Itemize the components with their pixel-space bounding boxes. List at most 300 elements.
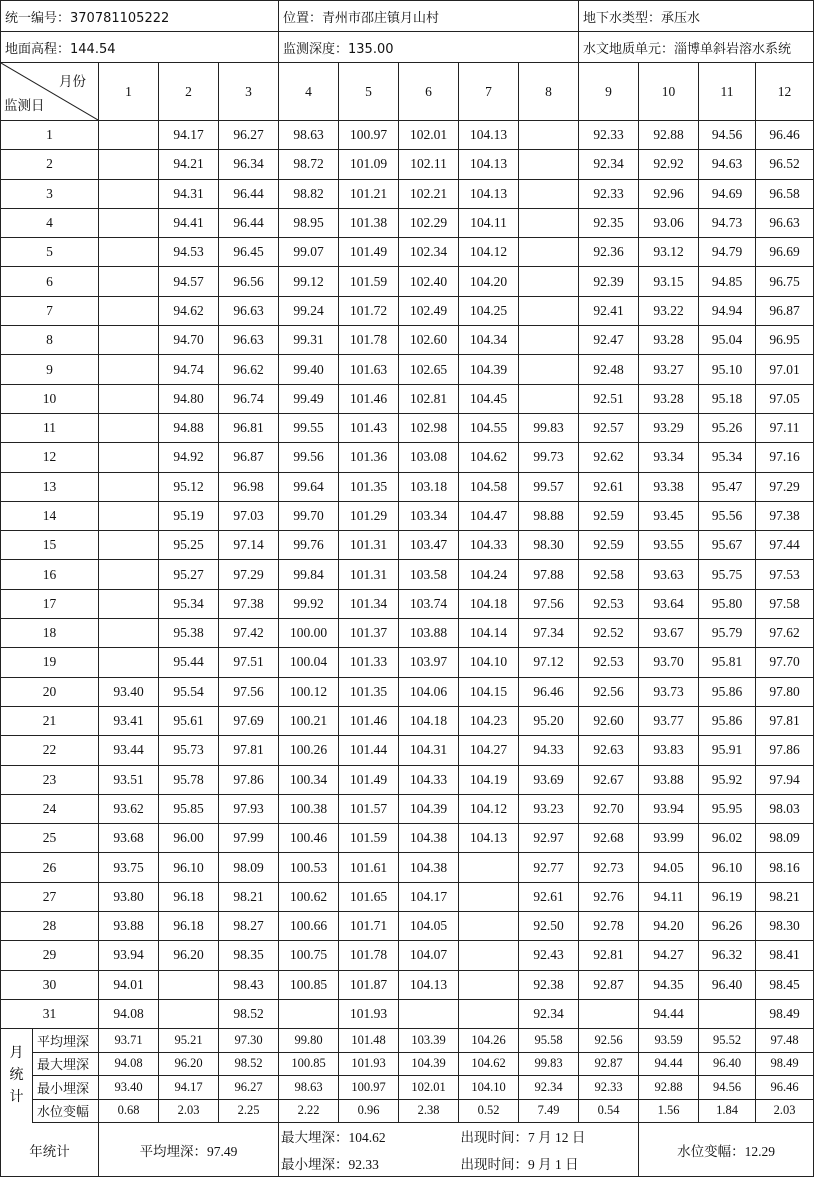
- depth-value-cell: [99, 648, 159, 677]
- monthly-stat-row: [1, 1099, 814, 1123]
- depth-value-cell: 97.42: [219, 619, 279, 648]
- depth-value-cell: 99.57: [519, 472, 579, 501]
- depth-value-cell: 99.49: [279, 384, 339, 413]
- monthly-stat-value: 96.46: [756, 1076, 814, 1100]
- depth-value-cell: 99.40: [279, 355, 339, 384]
- depth-value-cell: 95.85: [159, 794, 219, 823]
- depth-value-cell: 104.17: [399, 882, 459, 911]
- depth-value-cell: 99.84: [279, 560, 339, 589]
- table-row: [1, 794, 814, 823]
- depth-value-cell: 100.62: [279, 882, 339, 911]
- depth-value-cell: 104.12: [459, 794, 519, 823]
- depth-value-cell: 101.46: [339, 706, 399, 735]
- table-row: [1, 150, 814, 179]
- month-header: 12: [756, 63, 814, 121]
- depth-value-cell: 93.06: [639, 208, 699, 237]
- depth-value-cell: 98.35: [219, 941, 279, 970]
- depth-value-cell: [459, 970, 519, 999]
- monthly-stat-value: 99.80: [279, 1029, 339, 1053]
- depth-value-cell: [159, 970, 219, 999]
- depth-value-cell: 92.59: [579, 531, 639, 560]
- monthly-stat-value: 95.52: [699, 1029, 756, 1053]
- depth-value-cell: 101.93: [339, 999, 399, 1028]
- depth-value-cell: 95.34: [699, 443, 756, 472]
- annual-extreme-dates: [459, 1123, 639, 1177]
- day-label: 26: [1, 853, 99, 882]
- monthly-stat-value: 0.68: [99, 1099, 159, 1123]
- depth-value-cell: 100.26: [279, 736, 339, 765]
- depth-value-cell: 104.31: [399, 736, 459, 765]
- table-row: [1, 999, 814, 1028]
- depth-value-cell: 98.95: [279, 208, 339, 237]
- table-row: [1, 589, 814, 618]
- depth-value-cell: 96.74: [219, 384, 279, 413]
- depth-value-cell: [459, 912, 519, 941]
- depth-value-cell: 101.59: [339, 267, 399, 296]
- depth-value-cell: 94.27: [639, 941, 699, 970]
- depth-value-cell: 96.19: [699, 882, 756, 911]
- depth-value-cell: 104.38: [399, 824, 459, 853]
- depth-value-cell: 93.41: [99, 706, 159, 735]
- monthly-stat-value: 0.54: [579, 1099, 639, 1123]
- table-row: [1, 121, 814, 150]
- depth-value-cell: 95.25: [159, 531, 219, 560]
- depth-value-cell: 97.44: [756, 531, 814, 560]
- monthly-stat-value: 2.03: [756, 1099, 814, 1123]
- depth-value-cell: 96.69: [756, 238, 814, 267]
- annual-extreme-depths: [279, 1123, 459, 1177]
- depth-value-cell: 98.30: [519, 531, 579, 560]
- depth-value-cell: 102.21: [399, 179, 459, 208]
- depth-value-cell: [99, 326, 159, 355]
- depth-value-cell: 96.10: [159, 853, 219, 882]
- depth-value-cell: 104.13: [459, 150, 519, 179]
- depth-value-cell: 92.34: [519, 999, 579, 1028]
- depth-value-cell: 98.41: [756, 941, 814, 970]
- depth-value-cell: 99.31: [279, 326, 339, 355]
- table-row: [1, 296, 814, 325]
- station-location: 位置：青州市邵庄镇月山村: [279, 1, 579, 32]
- depth-value-cell: 102.34: [399, 238, 459, 267]
- depth-value-cell: 92.68: [579, 824, 639, 853]
- depth-value-cell: 101.63: [339, 355, 399, 384]
- month-header: 5: [339, 63, 399, 121]
- depth-value-cell: 94.05: [639, 853, 699, 882]
- depth-value-cell: 92.76: [579, 882, 639, 911]
- depth-value-cell: 92.96: [639, 179, 699, 208]
- depth-value-cell: 92.47: [579, 326, 639, 355]
- annual-stats-row: [1, 1123, 814, 1177]
- depth-value-cell: 94.80: [159, 384, 219, 413]
- depth-value-cell: 93.62: [99, 794, 159, 823]
- monthly-stat-value: 0.52: [459, 1099, 519, 1123]
- monthly-stat-value: 2.03: [159, 1099, 219, 1123]
- day-label: 22: [1, 736, 99, 765]
- depth-value-cell: 95.91: [699, 736, 756, 765]
- depth-value-cell: 95.67: [699, 531, 756, 560]
- depth-value-cell: 92.57: [579, 413, 639, 442]
- depth-value-cell: 96.34: [219, 150, 279, 179]
- depth-value-cell: 104.14: [459, 619, 519, 648]
- day-label: 9: [1, 355, 99, 384]
- depth-value-cell: 97.69: [219, 706, 279, 735]
- monthly-stat-value: 1.56: [639, 1099, 699, 1123]
- depth-value-cell: 104.13: [459, 121, 519, 150]
- depth-value-cell: 97.86: [219, 765, 279, 794]
- depth-value-cell: [519, 238, 579, 267]
- depth-value-cell: 101.29: [339, 501, 399, 530]
- table-row: [1, 882, 814, 911]
- depth-value-cell: [519, 267, 579, 296]
- depth-value-cell: [99, 238, 159, 267]
- depth-value-cell: 93.34: [639, 443, 699, 472]
- depth-value-cell: 101.31: [339, 531, 399, 560]
- day-label: 25: [1, 824, 99, 853]
- day-label: 11: [1, 413, 99, 442]
- depth-value-cell: 94.62: [159, 296, 219, 325]
- depth-value-cell: 99.70: [279, 501, 339, 530]
- depth-value-cell: 96.58: [756, 179, 814, 208]
- day-label: 19: [1, 648, 99, 677]
- depth-value-cell: 102.60: [399, 326, 459, 355]
- day-label: 8: [1, 326, 99, 355]
- depth-value-cell: 96.44: [219, 208, 279, 237]
- depth-value-cell: 94.41: [159, 208, 219, 237]
- annual-water-level-range: 水位变幅：12.29: [639, 1123, 814, 1177]
- table-row: [1, 765, 814, 794]
- monthly-stat-value: 102.01: [399, 1076, 459, 1100]
- table-row: [1, 941, 814, 970]
- depth-value-cell: 102.98: [399, 413, 459, 442]
- depth-value-cell: 96.18: [159, 912, 219, 941]
- table-row: [1, 501, 814, 530]
- depth-value-cell: 94.08: [99, 999, 159, 1028]
- depth-value-cell: 92.61: [579, 472, 639, 501]
- depth-value-cell: 98.09: [756, 824, 814, 853]
- depth-value-cell: 97.51: [219, 648, 279, 677]
- monthly-stat-value: 100.97: [339, 1076, 399, 1100]
- depth-value-cell: 94.44: [639, 999, 699, 1028]
- depth-value-cell: 101.49: [339, 238, 399, 267]
- depth-value-cell: 98.88: [519, 501, 579, 530]
- depth-value-cell: 104.55: [459, 413, 519, 442]
- depth-value-cell: 93.69: [519, 765, 579, 794]
- depth-value-cell: 97.86: [756, 736, 814, 765]
- depth-value-cell: 101.61: [339, 853, 399, 882]
- depth-value-cell: [99, 208, 159, 237]
- depth-value-cell: 92.34: [579, 150, 639, 179]
- depth-value-cell: 104.11: [459, 208, 519, 237]
- depth-value-cell: 104.15: [459, 677, 519, 706]
- depth-value-cell: [579, 999, 639, 1028]
- depth-value-cell: 92.39: [579, 267, 639, 296]
- depth-value-cell: 101.38: [339, 208, 399, 237]
- depth-value-cell: 97.11: [756, 413, 814, 442]
- depth-value-cell: 101.49: [339, 765, 399, 794]
- depth-value-cell: 96.81: [219, 413, 279, 442]
- depth-value-cell: 99.12: [279, 267, 339, 296]
- month-header: 9: [579, 63, 639, 121]
- depth-value-cell: 95.75: [699, 560, 756, 589]
- annual-min-depth: 最小埋深：92.33: [281, 1157, 379, 1173]
- depth-value-cell: 98.82: [279, 179, 339, 208]
- monthly-stat-label: 最小埋深: [37, 1080, 90, 1096]
- table-row: [1, 619, 814, 648]
- depth-value-cell: 93.38: [639, 472, 699, 501]
- depth-value-cell: 92.67: [579, 765, 639, 794]
- depth-value-cell: [519, 121, 579, 150]
- depth-value-cell: 97.34: [519, 619, 579, 648]
- depth-value-cell: 95.61: [159, 706, 219, 735]
- table-row: [1, 531, 814, 560]
- monthly-stat-value: 1.84: [699, 1099, 756, 1123]
- depth-value-cell: [99, 560, 159, 589]
- monthly-stat-value: 92.56: [579, 1029, 639, 1053]
- depth-value-cell: 94.74: [159, 355, 219, 384]
- depth-value-cell: 99.07: [279, 238, 339, 267]
- monthly-stat-value: 104.10: [459, 1076, 519, 1100]
- monthly-stat-value: 97.48: [756, 1029, 814, 1053]
- monthly-stat-value: 103.39: [399, 1029, 459, 1053]
- depth-value-cell: 94.85: [699, 267, 756, 296]
- depth-value-cell: 95.95: [699, 794, 756, 823]
- depth-value-cell: 93.29: [639, 413, 699, 442]
- depth-value-cell: 102.01: [399, 121, 459, 150]
- table-row: [1, 384, 814, 413]
- depth-value-cell: 97.29: [756, 472, 814, 501]
- depth-value-cell: 92.60: [579, 706, 639, 735]
- depth-value-cell: 94.79: [699, 238, 756, 267]
- depth-value-cell: 95.20: [519, 706, 579, 735]
- depth-value-cell: 104.18: [399, 706, 459, 735]
- monthly-stat-value: 92.88: [639, 1076, 699, 1100]
- depth-value-cell: [99, 267, 159, 296]
- depth-value-cell: [519, 355, 579, 384]
- depth-value-cell: 104.12: [459, 238, 519, 267]
- depth-value-cell: [399, 999, 459, 1028]
- depth-value-cell: 92.78: [579, 912, 639, 941]
- day-label: 20: [1, 677, 99, 706]
- depth-value-cell: 101.21: [339, 179, 399, 208]
- monthly-stat-row: [1, 1076, 814, 1100]
- depth-value-cell: 94.69: [699, 179, 756, 208]
- depth-value-cell: 97.53: [756, 560, 814, 589]
- depth-value-cell: [99, 413, 159, 442]
- depth-value-cell: 97.38: [756, 501, 814, 530]
- table-row: [1, 824, 814, 853]
- depth-value-cell: 92.53: [579, 648, 639, 677]
- monthly-stat-value: 94.17: [159, 1076, 219, 1100]
- monthly-stat-value: 95.21: [159, 1029, 219, 1053]
- depth-value-cell: 93.70: [639, 648, 699, 677]
- depth-value-cell: 93.63: [639, 560, 699, 589]
- depth-value-cell: 97.88: [519, 560, 579, 589]
- depth-value-cell: 93.83: [639, 736, 699, 765]
- depth-value-cell: 95.56: [699, 501, 756, 530]
- depth-value-cell: 97.56: [219, 677, 279, 706]
- depth-value-cell: [99, 121, 159, 150]
- depth-value-cell: 95.26: [699, 413, 756, 442]
- depth-value-cell: 104.07: [399, 941, 459, 970]
- depth-value-cell: 93.68: [99, 824, 159, 853]
- depth-value-cell: 104.19: [459, 765, 519, 794]
- depth-value-cell: 95.44: [159, 648, 219, 677]
- table-row: [1, 648, 814, 677]
- monthly-stat-value: 100.85: [279, 1052, 339, 1076]
- depth-value-cell: [99, 443, 159, 472]
- depth-value-cell: 101.46: [339, 384, 399, 413]
- depth-value-cell: 92.43: [519, 941, 579, 970]
- monthly-stat-value: 99.83: [519, 1052, 579, 1076]
- day-label: 23: [1, 765, 99, 794]
- depth-value-cell: 101.72: [339, 296, 399, 325]
- depth-value-cell: 103.47: [399, 531, 459, 560]
- day-label: 31: [1, 999, 99, 1028]
- depth-value-cell: 92.70: [579, 794, 639, 823]
- annual-max-date: 出现时间：7 月 12 日: [460, 1130, 586, 1146]
- depth-value-cell: 95.81: [699, 648, 756, 677]
- depth-value-cell: 96.87: [756, 296, 814, 325]
- depth-value-cell: 93.28: [639, 384, 699, 413]
- depth-value-cell: 94.01: [99, 970, 159, 999]
- depth-value-cell: 97.94: [756, 765, 814, 794]
- monthly-stats-group-label: [1, 1029, 32, 1123]
- monthly-stat-value: 98.49: [756, 1052, 814, 1076]
- header-row-1: [1, 1, 814, 32]
- table-row: [1, 326, 814, 355]
- monthly-stat-value: 0.96: [339, 1099, 399, 1123]
- day-label: 2: [1, 150, 99, 179]
- depth-value-cell: 96.52: [756, 150, 814, 179]
- depth-value-cell: 93.44: [99, 736, 159, 765]
- depth-value-cell: 96.27: [219, 121, 279, 150]
- month-header: 10: [639, 63, 699, 121]
- depth-value-cell: 96.63: [219, 326, 279, 355]
- depth-value-cell: 95.12: [159, 472, 219, 501]
- day-label: 17: [1, 589, 99, 618]
- depth-value-cell: 104.13: [399, 970, 459, 999]
- depth-value-cell: 92.61: [519, 882, 579, 911]
- depth-value-cell: 104.33: [399, 765, 459, 794]
- depth-value-cell: [519, 179, 579, 208]
- month-axis-label: 月份: [59, 74, 86, 89]
- depth-value-cell: 104.25: [459, 296, 519, 325]
- depth-value-cell: 95.86: [699, 677, 756, 706]
- table-row: [1, 238, 814, 267]
- depth-value-cell: [99, 384, 159, 413]
- depth-value-cell: 95.38: [159, 619, 219, 648]
- day-label: 29: [1, 941, 99, 970]
- monthly-stat-value: 92.34: [519, 1076, 579, 1100]
- depth-value-cell: 94.70: [159, 326, 219, 355]
- month-header: 6: [399, 63, 459, 121]
- header-row-2: [1, 32, 814, 63]
- depth-value-cell: 95.92: [699, 765, 756, 794]
- depth-value-cell: 99.76: [279, 531, 339, 560]
- monthly-stat-value: 92.33: [579, 1076, 639, 1100]
- monthly-stat-value: 98.63: [279, 1076, 339, 1100]
- monthly-stat-row: [1, 1029, 814, 1053]
- depth-value-cell: 98.21: [756, 882, 814, 911]
- depth-value-cell: 103.34: [399, 501, 459, 530]
- depth-value-cell: 99.55: [279, 413, 339, 442]
- depth-value-cell: 96.20: [159, 941, 219, 970]
- depth-value-cell: 95.19: [159, 501, 219, 530]
- monthly-stat-value: 93.40: [99, 1076, 159, 1100]
- depth-value-cell: 94.31: [159, 179, 219, 208]
- depth-value-cell: 102.81: [399, 384, 459, 413]
- depth-value-cell: 98.27: [219, 912, 279, 941]
- depth-value-cell: [459, 941, 519, 970]
- depth-value-cell: 94.33: [519, 736, 579, 765]
- depth-value-cell: 99.24: [279, 296, 339, 325]
- depth-value-cell: 92.92: [639, 150, 699, 179]
- depth-value-cell: [99, 501, 159, 530]
- depth-value-cell: 101.31: [339, 560, 399, 589]
- depth-value-cell: 92.62: [579, 443, 639, 472]
- depth-value-cell: 100.38: [279, 794, 339, 823]
- day-label: 13: [1, 472, 99, 501]
- depth-value-cell: 101.44: [339, 736, 399, 765]
- depth-value-cell: 98.49: [756, 999, 814, 1028]
- depth-value-cell: 99.73: [519, 443, 579, 472]
- table-row: [1, 208, 814, 237]
- depth-value-cell: 98.30: [756, 912, 814, 941]
- depth-value-cell: 95.78: [159, 765, 219, 794]
- day-label: 24: [1, 794, 99, 823]
- depth-value-cell: 104.39: [459, 355, 519, 384]
- corner-header-cell: [1, 63, 99, 121]
- depth-value-cell: [99, 531, 159, 560]
- monthly-stat-value: 2.38: [399, 1099, 459, 1123]
- day-label: 18: [1, 619, 99, 648]
- depth-value-cell: 96.98: [219, 472, 279, 501]
- depth-value-cell: 92.38: [519, 970, 579, 999]
- monthly-stat-value: 94.44: [639, 1052, 699, 1076]
- monthly-stat-value: 2.22: [279, 1099, 339, 1123]
- day-label: 10: [1, 384, 99, 413]
- month-header: 11: [699, 63, 756, 121]
- day-label: 6: [1, 267, 99, 296]
- monthly-stat-value: 101.93: [339, 1052, 399, 1076]
- depth-value-cell: 100.46: [279, 824, 339, 853]
- depth-value-cell: 101.35: [339, 677, 399, 706]
- day-label: 1: [1, 121, 99, 150]
- depth-value-cell: 103.18: [399, 472, 459, 501]
- depth-value-cell: 96.56: [219, 267, 279, 296]
- annual-average-depth: 平均埋深：97.49: [99, 1123, 279, 1177]
- depth-value-cell: 96.46: [519, 677, 579, 706]
- depth-value-cell: 98.43: [219, 970, 279, 999]
- depth-value-cell: 96.95: [756, 326, 814, 355]
- table-row: [1, 853, 814, 882]
- monthly-stat-value: 2.25: [219, 1099, 279, 1123]
- depth-value-cell: 97.29: [219, 560, 279, 589]
- depth-value-cell: 104.33: [459, 531, 519, 560]
- depth-value-cell: 97.56: [519, 589, 579, 618]
- depth-value-cell: 93.28: [639, 326, 699, 355]
- monthly-stat-value: 96.20: [159, 1052, 219, 1076]
- depth-value-cell: 92.48: [579, 355, 639, 384]
- month-header: 7: [459, 63, 519, 121]
- depth-value-cell: 98.63: [279, 121, 339, 150]
- month-header: 3: [219, 63, 279, 121]
- depth-value-cell: 101.35: [339, 472, 399, 501]
- day-label: 4: [1, 208, 99, 237]
- depth-value-cell: 97.38: [219, 589, 279, 618]
- monthly-stat-value: 7.49: [519, 1099, 579, 1123]
- depth-value-cell: 97.80: [756, 677, 814, 706]
